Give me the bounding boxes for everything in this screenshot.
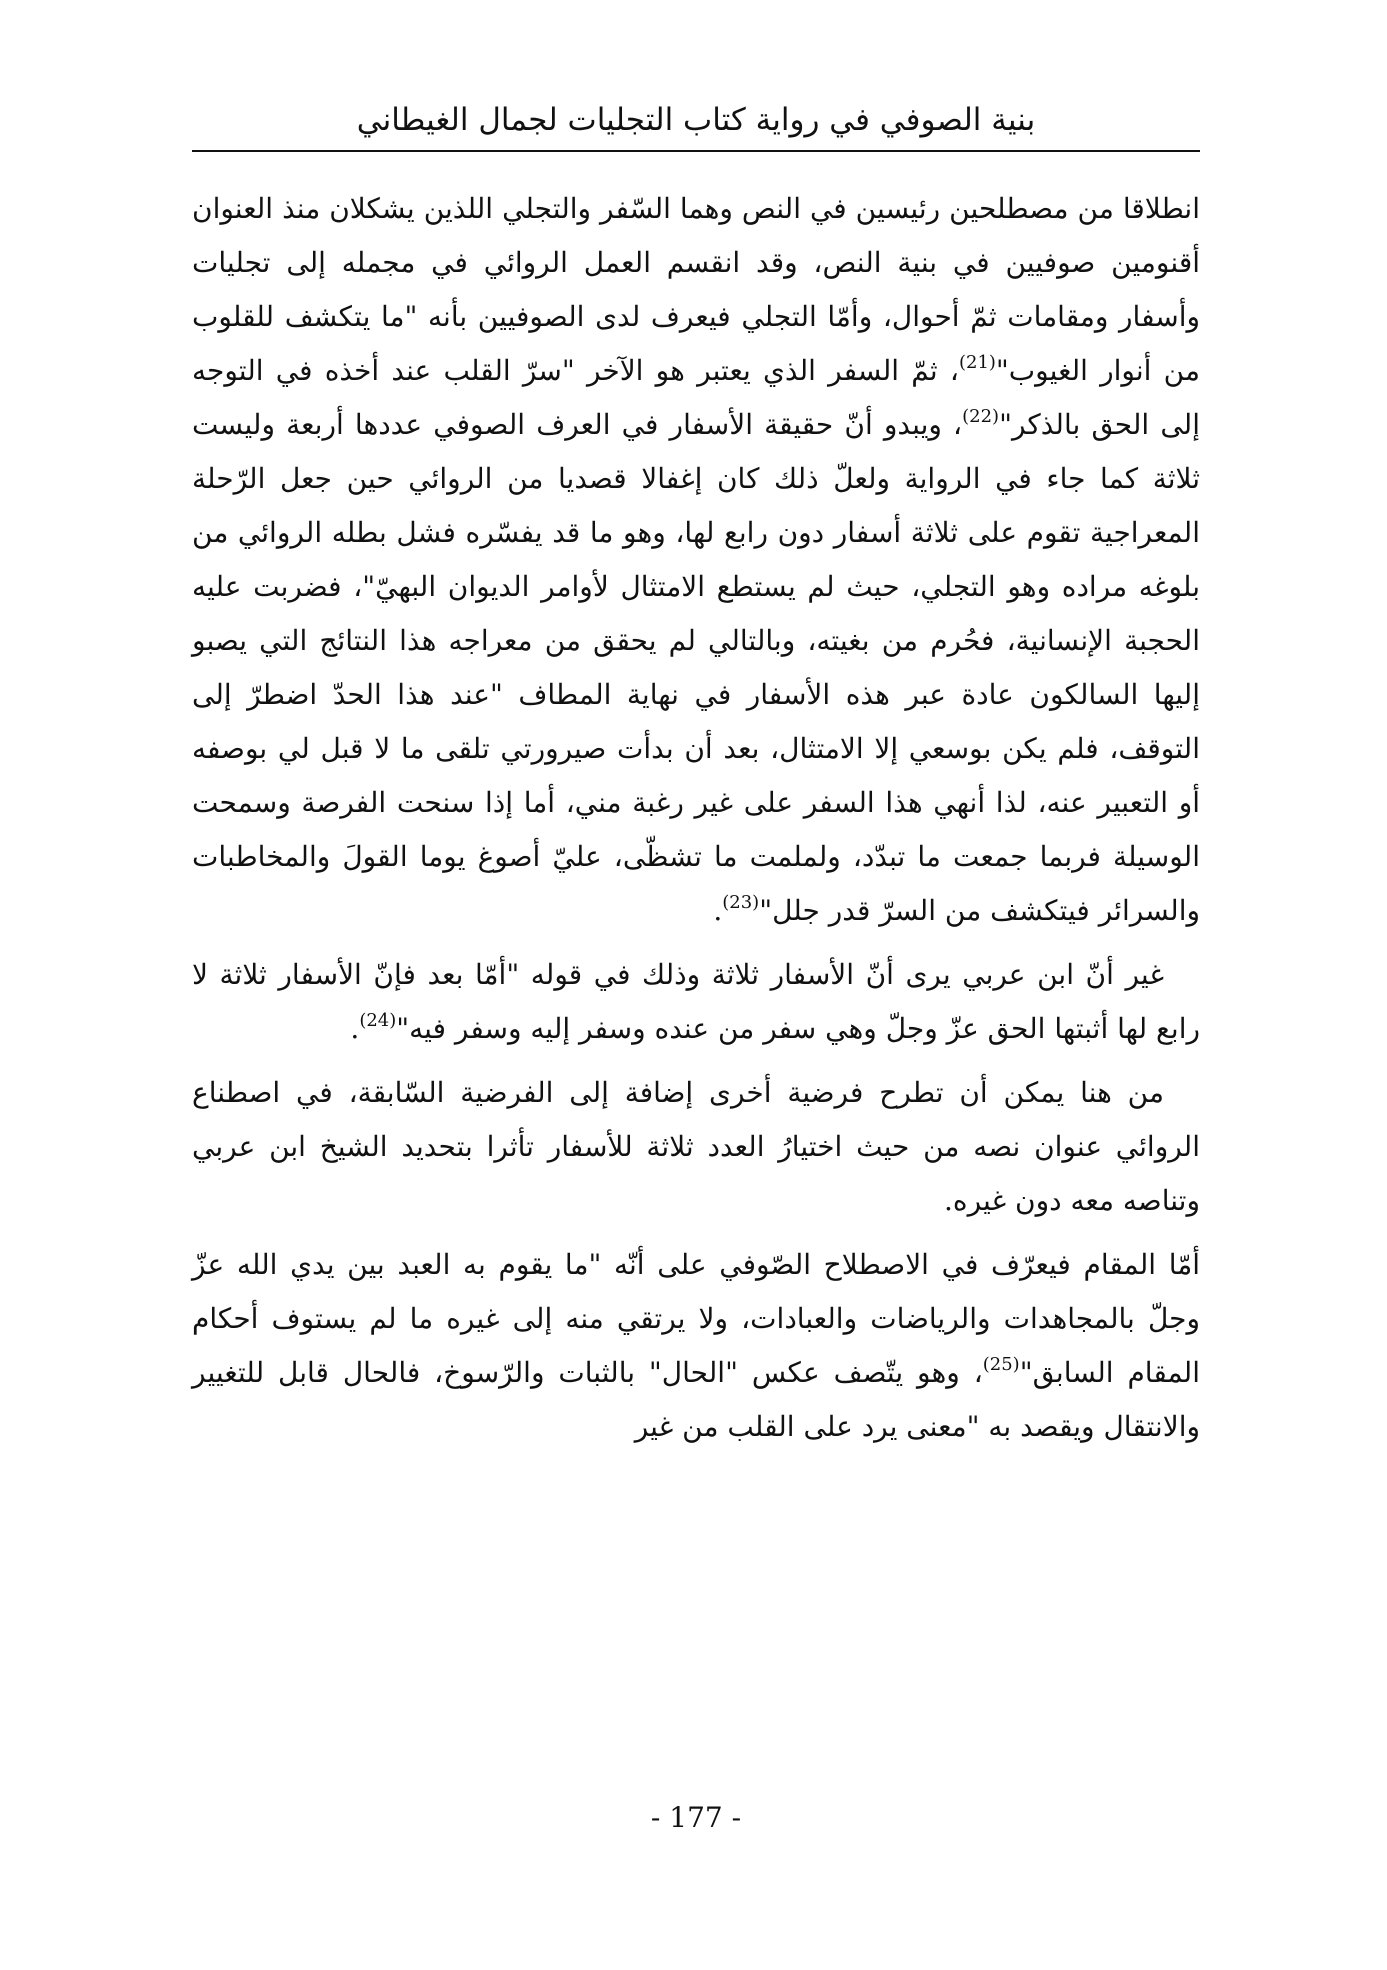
header-rule [192,150,1200,152]
paragraph-4-text-b: ، وهو يتّصف عكس "الحال" بالثبات والرّسوخ، فالحال قابل للتغيير والانتقال ويقصد به "معنى يرد على القلب من غير [192,1356,1200,1443]
footnote-ref-21: (21) [958,352,996,373]
paragraph-2-text-a: غير أنّ ابن عربي يرى أنّ الأسفار ثلاثة وذلك في قوله "أمّا بعد فإنّ الأسفار ثلاثة لا رابع لها أثبتها الحق عزّ وجلّ وهي سفر من عنده وسفر إليه وسفر فيه" [192,958,1200,1045]
page-number: - 177 - [650,1801,742,1834]
paragraph-4-text-a: أمّا المقام فيعرّف في الاصطلاح الصّوفي على أنّه "ما يقوم به العبد بين يدي الله عزّ وجلّ بالمجاهدات والرياضات والعبادات، ولا يرتقي منه إلى غيره ما لم يستوف أحكام المقام السابق" [192,1248,1200,1389]
footnote-ref-25: (25) [982,1354,1020,1375]
footnote-ref-23: (23) [722,892,760,913]
paragraph-2-text-b: . [350,1012,360,1045]
paragraph-1-text-b: ، ثمّ السفر الذي يعتبر هو الآخر "سرّ القلب عند أخذه في التوجه إلى الحق بالذكر" [192,354,1200,441]
footnote-ref-22: (22) [962,406,1000,427]
paragraph-1-text-c: ، ويبدو أنّ حقيقة الأسفار في العرف الصوفي عددها أربعة وليست ثلاثة كما جاء في الرواية ولعلّ ذلك كان إغفالا قصديا من الروائي حين جعل الرّحلة المعراجية تقوم على ثلاثة أسفار دون رابع لها، وهو ما قد يفسّره فشل بطله الروائي من بلوغه مراده وهو التجلي، حيث لم يستطع الامتثال لأوامر الديوان البهيّ"، فضربت عليه الحجبة الإنسانية، فحُرم من بغيته، وبالتالي لم يحقق من معراجه هذا النتائج التي يصبو إليها السالكون عادة عبر هذه الأسفار في نهاية المطاف "عند هذا الحدّ اضطرّ إلى التوقف، فلم يكن بوسعي إلا الامتثال، بعد أن بدأت صيرورتي تلقى ما لا قبل لي بوصفه أو التعبير عنه، لذا أنهي هذا السفر على غير رغبة مني، أما إذا سنحت الفرصة وسمحت الوسيلة فربما جمعت ما تبدّد، ولملمت ما تشظّى، عليّ أصوغ يوما القولَ والمخاطبات والسرائر فيتكشف من السرّ قدر جلل" [192,408,1200,927]
paragraph-1-text-a: انطلاقا من مصطلحين رئيسين في النص وهما السّفر والتجلي اللذين يشكلان منذ العنوان أقنومين صوفيين في بنية النص، وقد انقسم العمل الروائي في مجمله إلى تجليات وأسفار ومقامات ثمّ أحوال، وأمّا التجلي فيعرف لدى الصوفيين بأنه "ما يتكشف للقلوب من أنوار الغيوب" [192,192,1200,387]
paragraph-3-text: من هنا يمكن أن تطرح فرضية أخرى إضافة إلى الفرضية السّابقة، في اصطناع الروائي عنوان نصه من حيث اختيارُ العدد ثلاثة للأسفار تأثرا بتحديد الشيخ ابن عربي وتناصه معه دون غيره. [192,1076,1200,1217]
paragraph-4 [192,1238,1200,1454]
footnote-ref-24: (24) [359,1010,397,1031]
running-header: بنية الصوفي في رواية كتاب التجليات لجمال الغيطاني [356,102,1036,138]
paragraph-1-text-d: . [713,894,723,927]
paragraph-3 [192,1066,1200,1228]
paragraph-1 [192,182,1200,938]
paragraph-2 [192,948,1200,1056]
body-text [192,182,1200,1454]
